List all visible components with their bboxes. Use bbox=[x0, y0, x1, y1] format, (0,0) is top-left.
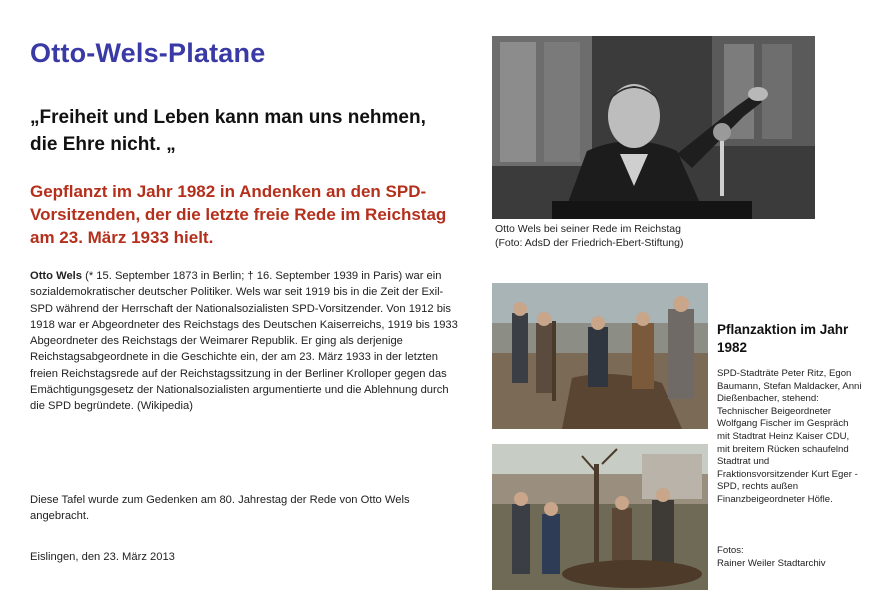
biography bbox=[30, 268, 465, 415]
place-date: Eislingen, den 23. März 2013 bbox=[30, 551, 175, 563]
photo-credit-label: Fotos: bbox=[717, 545, 744, 556]
plaque-note: Diese Tafel wurde zum Gedenken am 80. Jahrestag der Rede von Otto Wels angebracht. bbox=[30, 494, 410, 522]
planting-statement: Gepflanzt im Jahr 1982 in Andenken an den SPD-Vorsitzenden, der die letzte freie Rede im Reichstag am 23. März 1933 hielt. bbox=[30, 182, 447, 247]
bio-name: Otto Wels bbox=[30, 270, 83, 282]
bio-text: (* 15. September 1873 in Berlin; † 16. September 1939 in Paris) war ein sozialdemokratischer deutscher Politiker. Wels war seit 1919 bis in die Zeit der Exil-SPD während der Herrschaft der Nationalsozialisten SPD-Vorsitzender. Von 1912 bis 1918 war er Abgeordneter des Reichstags des Deutschen Kaiserreichs, 1919 bis 1933 Abgeordneter des Reichstags der Weimarer Republik. Er ging als derjenige Reichstagsabgeordnete in die Geschichte ein, der am 23. März 1933 in der letzten freien Reichstagsrede auf der Reichstagssitzung in der Berliner Krolloper gegen das Emächtigungsgesetz der Nationalsozialisten argumentierte und die Ablehnung durch die SPD begründete. (Wikipedia) bbox=[30, 270, 458, 413]
page-title: Otto-Wels-Platane bbox=[30, 38, 266, 68]
planting-photo-2 bbox=[492, 444, 708, 590]
photo-credit-name: Rainer Weiler Stadtarchiv bbox=[717, 557, 826, 569]
speech-caption bbox=[495, 222, 815, 250]
planting-photo-1 bbox=[492, 283, 708, 429]
speech-caption-line-2: (Foto: AdsD der Friedrich-Ebert-Stiftung) bbox=[495, 237, 684, 249]
speech-caption-line-1: Otto Wels bei seiner Rede im Reichstag bbox=[495, 223, 681, 235]
photo-credit bbox=[717, 545, 862, 570]
speech-photo bbox=[492, 36, 815, 219]
quote: „Freiheit und Leben kann man uns nehmen, die Ehre nicht. „ bbox=[30, 107, 426, 155]
planting-heading: Pflanzaktion im Jahr 1982 bbox=[717, 322, 849, 355]
planting-description: SPD-Stadträte Peter Ritz, Egon Baumann, Stefan Maldacker, Anni Dießenbacher, stehend: Technischer Beigeordneter Wolfgang Fischer im Gespräch mit Stadtrat Heinz Kaiser CDU, mit breitem Rücken schaufelnd Stadtrat und Fraktionsvorsitzender Kurt Eger -SPD, rechts außen Finanzbeigeordneter Höfle. bbox=[717, 368, 862, 505]
